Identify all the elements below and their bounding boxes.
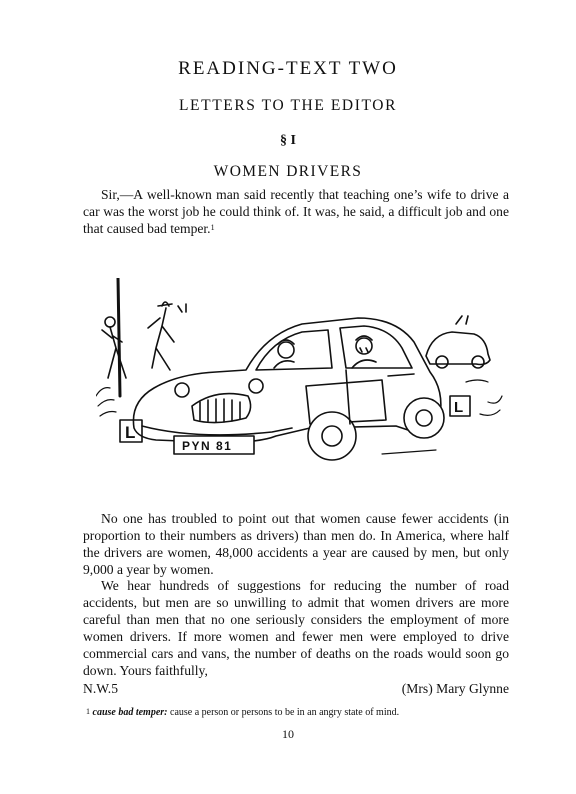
front-wheel: [308, 412, 356, 460]
article-title: WOMEN DRIVERS: [213, 163, 363, 180]
letter-paragraph-3: We hear hundreds of suggestions for reducing the number of road accidents, but men are so unwilling to admit that women drivers are more careful than men that no one seriously considers the employment of more women drivers. If more women and fewer men were employed to drive commercial cars and vans, the number of deaths on the roads would soon go down. Yours faithfully,: [83, 578, 509, 678]
footnote-reference: 1: [210, 222, 215, 232]
page-number: 10: [282, 727, 294, 741]
footnote-mark: 1: [86, 707, 90, 716]
learner-plate-right-letter: L: [454, 399, 464, 416]
section-marker: § I: [280, 133, 296, 148]
pedestrian-figure-right: [148, 302, 186, 370]
footnote-term: cause bad temper:: [92, 707, 168, 718]
footnote-text: cause a person or persons to be in an angry state of mind.: [170, 707, 400, 718]
learner-plate-left-letter: L: [125, 423, 136, 442]
section-subtitle: LETTERS TO THE EDITOR: [178, 97, 398, 114]
letter-paragraph-2: No one has troubled to point out that women cause fewer accidents (in proportion to their numbers as drivers) than men do. In America, where half the drivers are women, 48,000 accidents a year are caused by men, but only 9,000 a year by women.: [83, 511, 509, 577]
distant-car: [426, 316, 490, 368]
letter-signature: [83, 680, 509, 697]
postal-district: N.W.5: [83, 681, 118, 696]
footnote: [86, 706, 512, 719]
street-pole: [118, 278, 120, 396]
paragraph-1-text: Sir,—A well-known man said recently that teaching one’s wife to drive a car was the worst job he could think of. It was, he said, a difficult job and one that caused bad temper.: [83, 187, 509, 236]
signatory-name: (Mrs) Mary Glynne: [401, 681, 509, 696]
reading-text-title: READING-TEXT TWO: [178, 58, 398, 79]
car-illustration: [96, 278, 506, 468]
number-plate-text: PYN 81: [182, 439, 233, 453]
pedestrian-figure-left: [102, 317, 126, 378]
letter-paragraph-1: [83, 187, 509, 238]
rear-wheel: [404, 398, 444, 438]
